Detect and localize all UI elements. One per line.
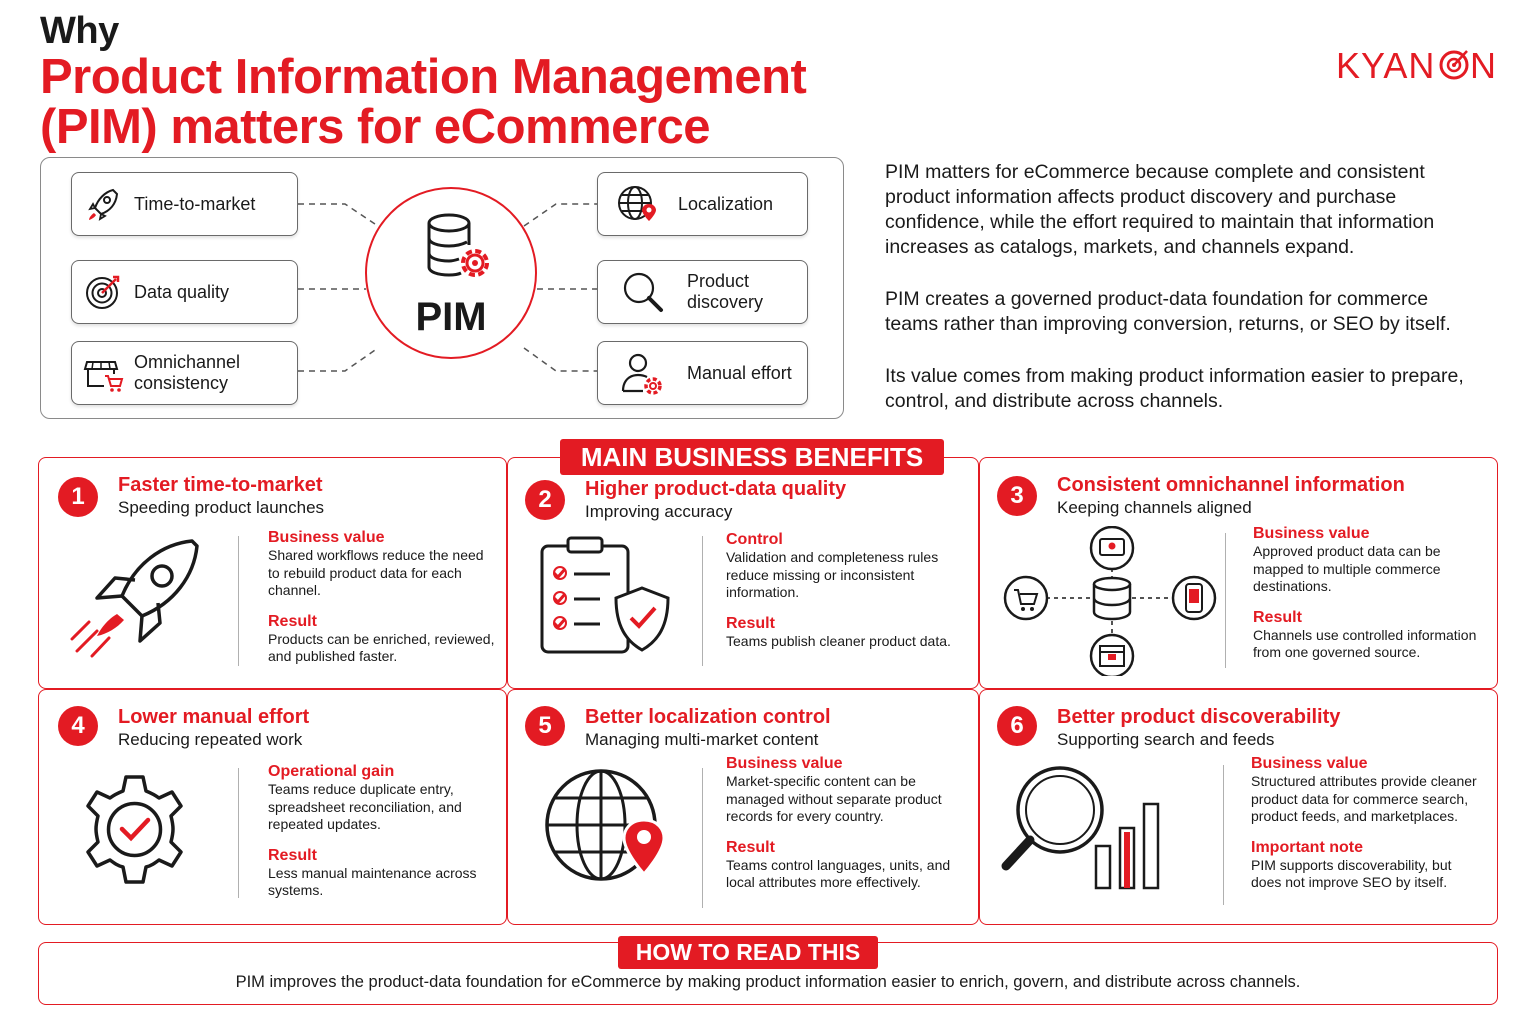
page-title-line1: Product Information Management: [40, 50, 807, 104]
benefit-title: Lower manual effort: [118, 706, 310, 728]
card-divider: [1225, 533, 1226, 668]
detail-text-2: Teams control languages, units, and local attributes more effectively.: [726, 856, 951, 890]
benefit-details: [1251, 754, 1481, 904]
pill-data-quality: [71, 260, 298, 324]
detail-text-1: Market-specific content can be managed without separate product records for every country.: [726, 773, 942, 824]
card-divider: [702, 768, 703, 908]
benefit-details: [726, 530, 956, 662]
header-why: Why: [40, 10, 119, 52]
detail-heading-1: Operational gain: [268, 763, 395, 780]
pill-label: Manual effort: [687, 362, 792, 383]
card-divider: [238, 768, 239, 898]
detail-text-1: Validation and completeness rules reduce missing or inconsistent information.: [726, 549, 939, 600]
pill-label: Localization: [678, 193, 774, 214]
detail-heading-2: Important note: [1251, 838, 1363, 856]
database-gear-icon: [419, 211, 497, 289]
intro-paragraph-2: PIM creates a governed product-data foundation for commerce teams rather than improving conversion, returns, or SEO by itself.: [885, 288, 1451, 335]
detail-heading-1: Control: [726, 531, 783, 548]
page-title-line2: (PIM) matters for eCommerce: [40, 100, 710, 154]
detail-text-1: Teams reduce duplicate entry, spreadsheet reconciliation, and repeated updates.: [268, 781, 462, 832]
benefit-subtitle: Improving accuracy: [585, 502, 733, 521]
howto-text: PIM improves the product-data foundation for eCommerce by making product information easier to enrich, govern, and distribute across channels.: [235, 973, 1301, 991]
benefit-subtitle: Speeding product launches: [118, 498, 325, 517]
detail-heading-2: Result: [268, 846, 317, 864]
pill-product-discovery: [597, 260, 808, 324]
detail-text-2: Less manual maintenance across systems.: [268, 864, 477, 898]
target-icon: [72, 260, 134, 324]
detail-text-1: Approved product data can be mapped to multiple commerce destinations.: [1253, 543, 1441, 594]
benefit-title: Consistent omnichannel information: [1057, 474, 1405, 496]
pill-manual-effort: [597, 341, 808, 405]
detail-text-1: Structured attributes provide cleaner product data for commerce search, product feeds, and marketplaces.: [1251, 773, 1477, 824]
card-divider: [702, 536, 703, 666]
howto-banner: HOW TO READ THIS: [618, 936, 878, 969]
benefit-number: 5: [525, 706, 565, 746]
benefit-number: 6: [997, 706, 1037, 746]
pill-omnichannel-consistency: [71, 341, 298, 405]
pim-center-circle: [365, 187, 537, 359]
detail-heading-2: Result: [726, 614, 775, 632]
benefit-title: Better localization control: [585, 706, 831, 728]
benefit-title: Higher product-data quality: [585, 478, 847, 500]
detail-heading-1: Business value: [268, 529, 385, 546]
intro-paragraph-3: Its value comes from making product information easier to prepare, control, and distribute across channels.: [885, 365, 1464, 412]
svg-text:N: N: [1470, 45, 1496, 86]
benefit-title: Faster time-to-market: [118, 474, 323, 496]
detail-text-1: Shared workflows reduce the need to rebuild product data for each channel.: [268, 547, 484, 598]
card-divider: [238, 536, 239, 666]
rocket-icon: [72, 172, 134, 236]
benefit-subtitle: Managing multi-market content: [585, 730, 819, 749]
benefit-card-5: [507, 689, 979, 925]
benefit-number: 3: [997, 476, 1037, 516]
detail-heading-1: Business value: [1253, 525, 1370, 542]
globe-pin-icon: [598, 172, 678, 236]
detail-heading-1: Business value: [1251, 755, 1368, 772]
detail-text-2: PIM supports discoverability, but does not improve SEO by itself.: [1251, 856, 1452, 890]
benefit-card-2: [507, 457, 979, 689]
kyanon-logo: [1336, 40, 1506, 90]
pill-time-to-market: [71, 172, 298, 236]
benefit-card-4: [38, 689, 507, 925]
benefit-title: Better product discoverability: [1057, 706, 1341, 728]
intro-text: [885, 160, 1475, 441]
pim-label: PIM: [415, 295, 487, 339]
user-gear-icon: [598, 341, 687, 405]
card-divider: [1223, 765, 1224, 905]
benefit-card-1: [38, 457, 507, 689]
benefit-subtitle: Keeping channels aligned: [1057, 498, 1252, 517]
benefit-number: 4: [58, 706, 98, 746]
benefit-details: [268, 528, 498, 678]
detail-text-2: Teams publish cleaner product data.: [726, 632, 951, 649]
svg-text:KYAN: KYAN: [1336, 45, 1436, 86]
benefit-subtitle: Supporting search and feeds: [1057, 730, 1275, 749]
pill-label: Data quality: [134, 281, 230, 302]
detail-text-2: Products can be enriched, reviewed, and published faster.: [268, 630, 495, 664]
benefit-number: 2: [525, 480, 565, 520]
benefit-details: [726, 754, 956, 904]
benefit-details: [268, 762, 498, 912]
gear-check-icon: [77, 772, 192, 887]
channel-network-icon: [1002, 526, 1222, 676]
rocket-icon: [67, 536, 207, 666]
pill-localization: [597, 172, 808, 236]
detail-heading-2: Result: [268, 612, 317, 630]
globe-pin-icon: [544, 768, 674, 883]
detail-heading-1: Business value: [726, 755, 843, 772]
store-cart-icon: [72, 341, 134, 405]
detail-text-2: Channels use controlled information from one governed source.: [1253, 626, 1477, 660]
benefit-number: 1: [58, 477, 98, 517]
intro-paragraph-1: PIM matters for eCommerce because complete and consistent product information affects product discovery and purchase confidence, while the effort required to maintain that information increases as catalogs, markets, and channels expand.: [885, 161, 1435, 258]
benefit-details: [1253, 524, 1483, 674]
benefit-card-3: [979, 457, 1498, 689]
pill-label: Time-to-market: [134, 193, 256, 214]
benefit-subtitle: Reducing repeated work: [118, 730, 303, 749]
magnifier-chart-icon: [998, 762, 1188, 892]
detail-heading-2: Result: [726, 838, 775, 856]
benefit-card-6: [979, 689, 1498, 925]
checklist-shield-icon: [538, 536, 678, 656]
benefits-banner: MAIN BUSINESS BENEFITS: [560, 439, 944, 475]
pill-label: Product discovery: [687, 271, 764, 312]
magnifier-icon: [598, 260, 687, 324]
detail-heading-2: Result: [1253, 608, 1302, 626]
page-title: [40, 52, 940, 152]
pill-label: Omnichannel consistency: [134, 352, 241, 393]
